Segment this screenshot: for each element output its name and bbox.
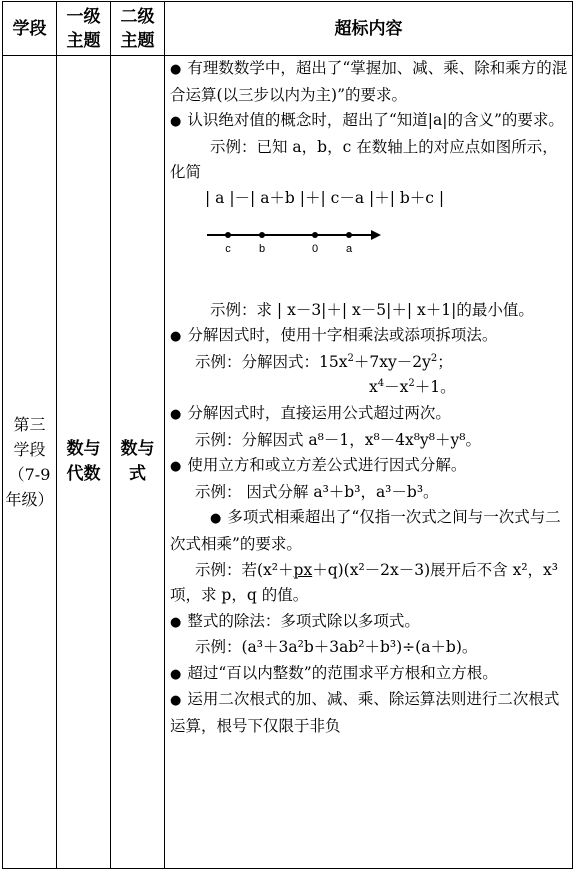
header-content (165, 2, 573, 56)
math-part: 示例：若(x²＋ (195, 560, 294, 579)
header-theme2 (111, 2, 165, 56)
bullet-dot-icon: ● (170, 693, 182, 709)
math-part: ＋7xy－2y (353, 352, 431, 371)
point-b (259, 232, 265, 238)
bullet-item (165, 323, 572, 350)
stage-line1: 第三 (13, 415, 46, 434)
theme1-cell (57, 56, 111, 869)
bullet-dot-icon: ● (170, 666, 182, 682)
example-expression: | a |－| a＋b |＋| c－a |＋| b＋c | (205, 188, 445, 207)
stage-line4: 年级） (5, 490, 54, 509)
bullet-dot-icon: ● (210, 511, 222, 527)
header-content-label: 超标内容 (334, 18, 403, 39)
bullet-text: 有理数数学中，超出了“掌握加、减、乘、除和乘方的混合运算(以三步以内为主)”的要求。 (170, 59, 568, 104)
bullet-dot-icon: ● (170, 406, 182, 422)
math-part: 15x (319, 352, 348, 371)
bullet-item (165, 401, 572, 428)
label-0: 0 (311, 242, 319, 255)
bullet-item (165, 56, 572, 108)
label-c: c (225, 242, 231, 255)
bullet-item (165, 687, 572, 739)
number-line-svg (165, 212, 465, 298)
bullet-text: 分解因式时，直接运用公式超过两次。 (187, 403, 451, 422)
bullet-text: 分解因式时，使用十字相乘法或添项拆项法。 (187, 326, 498, 345)
bullet-item (165, 505, 572, 557)
math-part: x (369, 378, 378, 397)
example-text: 示例：分解因式 a⁸－1，x⁸－4x⁸y⁸＋y⁸。 (195, 430, 481, 449)
math-part: －x (384, 378, 409, 397)
header-theme1-line2: 主题 (66, 30, 101, 51)
content-body (165, 56, 572, 868)
content-cell (165, 56, 573, 869)
header-stage (3, 2, 57, 56)
bullet-text: 多项式相乘超出了“仅指一次式之间与一次式与二次式相乘”的要求。 (170, 508, 561, 553)
example-text: 示例：求 | x－3|＋| x－5|＋| x＋1|的最小值。 (210, 300, 534, 319)
example-text (165, 558, 572, 609)
number-line-arrow-icon (371, 230, 381, 240)
example-text (165, 375, 572, 401)
header-theme2-line2: 主题 (120, 30, 155, 51)
header-theme2-line1: 二级 (120, 6, 155, 27)
bullet-dot-icon: ● (170, 614, 182, 630)
theme1-line2: 代数 (66, 464, 101, 484)
header-theme1 (57, 2, 111, 56)
point-a (346, 232, 352, 238)
stage-cell (3, 56, 57, 869)
bullet-item (165, 453, 572, 480)
math-part: ； (437, 352, 453, 371)
label-b: b (258, 242, 266, 255)
example-text: 示例：已知 a，b，c 在数轴上的对应点如图所示，化简 (170, 137, 558, 182)
header-row (3, 2, 573, 56)
bullet-item (165, 661, 572, 688)
example-label: 示例：分解因式： (195, 352, 320, 371)
math-sup: 4 (377, 378, 385, 390)
bullet-text: 超过“百以内整数”的范围求平方根和立方根。 (187, 663, 498, 682)
math-part-underlined: px (293, 560, 313, 579)
math-sup: 2 (347, 352, 354, 364)
point-0 (312, 232, 318, 238)
theme2-line1: 数与 (120, 439, 155, 459)
bullet-text: 整式的除法：多项式除以多项式。 (187, 611, 420, 630)
stage-line3: （7-9 (8, 465, 51, 484)
theme2-line2: 式 (129, 464, 146, 484)
example-text (165, 350, 572, 376)
bullet-text: 运用二次根式的加、减、乘、除运算法则进行二次根式运算，根号下仅限于非负 (170, 690, 560, 736)
math-sup: 2 (408, 378, 415, 390)
bullet-dot-icon: ● (170, 62, 182, 77)
number-line-figure (165, 212, 572, 298)
example-text: 示例： 因式分解 a³＋b³，a³－b³。 (195, 482, 439, 501)
theme1-line1: 数与 (66, 439, 101, 459)
math-sup: 2 (430, 352, 438, 364)
bullet-dot-icon: ● (170, 459, 182, 475)
bullet-text: 使用立方和或立方差公式进行因式分解。 (187, 456, 467, 475)
header-stage-label: 学段 (12, 18, 47, 39)
label-a: a (345, 242, 353, 255)
header-theme1-line1: 一级 (66, 6, 101, 27)
bullet-dot-icon: ● (170, 329, 182, 345)
bullet-text: 认识绝对值的概念时，超出了“知道|a|的含义”的要求。 (187, 111, 564, 130)
bullet-item (165, 108, 572, 135)
stage-line2: 学段 (13, 440, 46, 459)
math-part: ＋q)(x²－2x－3)展开后不含 x²，x³ 项，求 p，q 的值。 (170, 560, 559, 605)
body-row (3, 56, 573, 869)
bullet-dot-icon: ● (170, 114, 182, 130)
example-text: 示例：(a³＋3a²b＋3ab²＋b³)÷(a＋b)。 (195, 638, 478, 657)
math-part: ＋1。 (414, 378, 456, 397)
curriculum-table (2, 1, 573, 869)
point-c (225, 232, 231, 238)
bullet-item (165, 609, 572, 636)
theme2-cell (111, 56, 165, 869)
